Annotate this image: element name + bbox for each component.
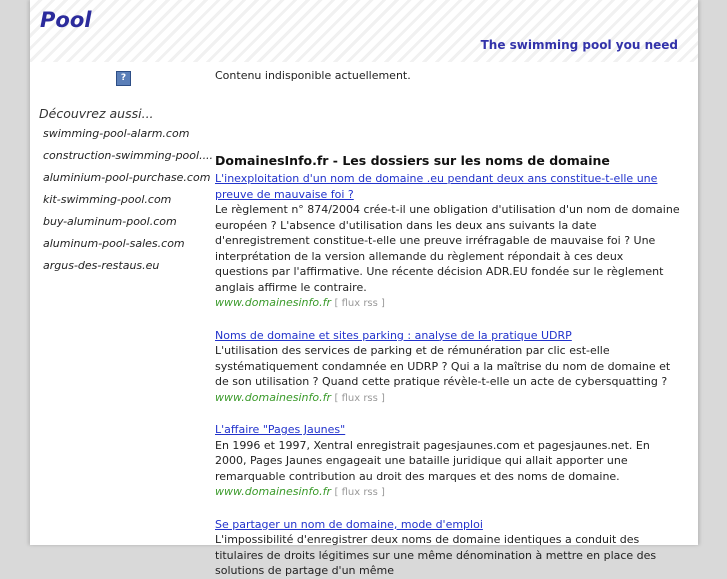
article-title-link[interactable]: L'affaire "Pages Jaunes" xyxy=(215,423,346,436)
article-source-link[interactable]: www.domainesinfo.fr xyxy=(215,390,331,404)
article-source xyxy=(215,484,680,501)
page-container xyxy=(30,0,698,577)
main-content xyxy=(215,69,680,579)
sidebar-link[interactable]: buy-aluminum-pool.com xyxy=(43,215,177,228)
article-title-link[interactable]: L'inexploitation d'un nom de domaine .eu pendant deux ans constitue-t-elle une preuve de mauvaise foi ? xyxy=(215,172,658,201)
unavailable-notice: Contenu indisponible actuellement. xyxy=(215,69,411,82)
article-description: L'impossibilité d'enregistrer deux noms de domaine identiques a conduit des titulaires de droits légitimes sur une même dénomination à mettre en place des solutions de partage d'un même xyxy=(215,533,657,577)
sidebar-links xyxy=(43,127,213,281)
article-source xyxy=(215,295,680,312)
article xyxy=(215,422,680,501)
sidebar-link[interactable]: kit-swimming-pool.com xyxy=(43,193,172,206)
article-title-link[interactable]: Se partager un nom de domaine, mode d'emploi xyxy=(215,517,483,531)
help-icon[interactable]: ? xyxy=(116,71,131,86)
article xyxy=(215,517,680,579)
article xyxy=(215,328,680,407)
news-section-title: DomainesInfo.fr - Les dossiers sur les noms de domaine xyxy=(215,153,610,168)
rss-feed-link[interactable]: [ flux rss ] xyxy=(334,487,385,498)
sidebar-link[interactable]: swimming-pool-alarm.com xyxy=(43,127,190,140)
article xyxy=(215,171,680,312)
sidebar-link[interactable]: argus-des-restaus.eu xyxy=(43,259,160,272)
site-title[interactable]: Pool xyxy=(40,8,92,32)
sidebar-link[interactable]: aluminium-pool-purchase.com xyxy=(43,171,211,184)
sidebar-link[interactable]: construction-swimming-pool.... xyxy=(43,149,214,162)
article-source-link[interactable]: www.domainesinfo.fr xyxy=(215,296,331,309)
article-source xyxy=(215,390,680,407)
header xyxy=(30,0,698,62)
sidebar-link[interactable]: aluminum-pool-sales.com xyxy=(43,237,185,250)
rss-feed-link[interactable]: [ flux rss ] xyxy=(334,298,385,309)
article-title-link[interactable]: Noms de domaine et sites parking : analyse de la pratique UDRP xyxy=(215,328,572,342)
sidebar-heading: Découvrez aussi... xyxy=(39,106,154,121)
article-description: En 1996 et 1997, Xentral enregistrait pagesjaunes.com et pagesjaunes.net. En 2000, Pages Jaunes engageait une bataille juridique qui allait apporter une remarquable contribution au droit des marques et des noms de domaine. xyxy=(215,438,650,483)
article-source-link[interactable]: www.domainesinfo.fr xyxy=(215,485,331,498)
article-description: Le règlement n° 874/2004 crée-t-il une obligation d'utilisation d'un nom de domaine européen ? L'absence d'utilisation dans les deux ans suivants la date d'enregistrement constitue-t-elle une preuve irréfragable de mauvaise foi ? Une interprétation de la version allemande du règlement répondait à ces deux questions par l'affirmative. Une récente décision ADR.EU fondée sur le règlement anglais affirme le contraire. xyxy=(215,203,680,294)
tagline: The swimming pool you need xyxy=(480,38,678,52)
article-description: L'utilisation des services de parking et de rémunération par clic est-elle systématiquement condamnée en UDRP ? Qui a la maîtrise du nom de domaine et de son utilisation ? Quand cette pratique révèle-t-elle un acte de cybersquatting ? xyxy=(215,344,671,388)
rss-feed-link[interactable]: [ flux rss ] xyxy=(334,392,385,404)
